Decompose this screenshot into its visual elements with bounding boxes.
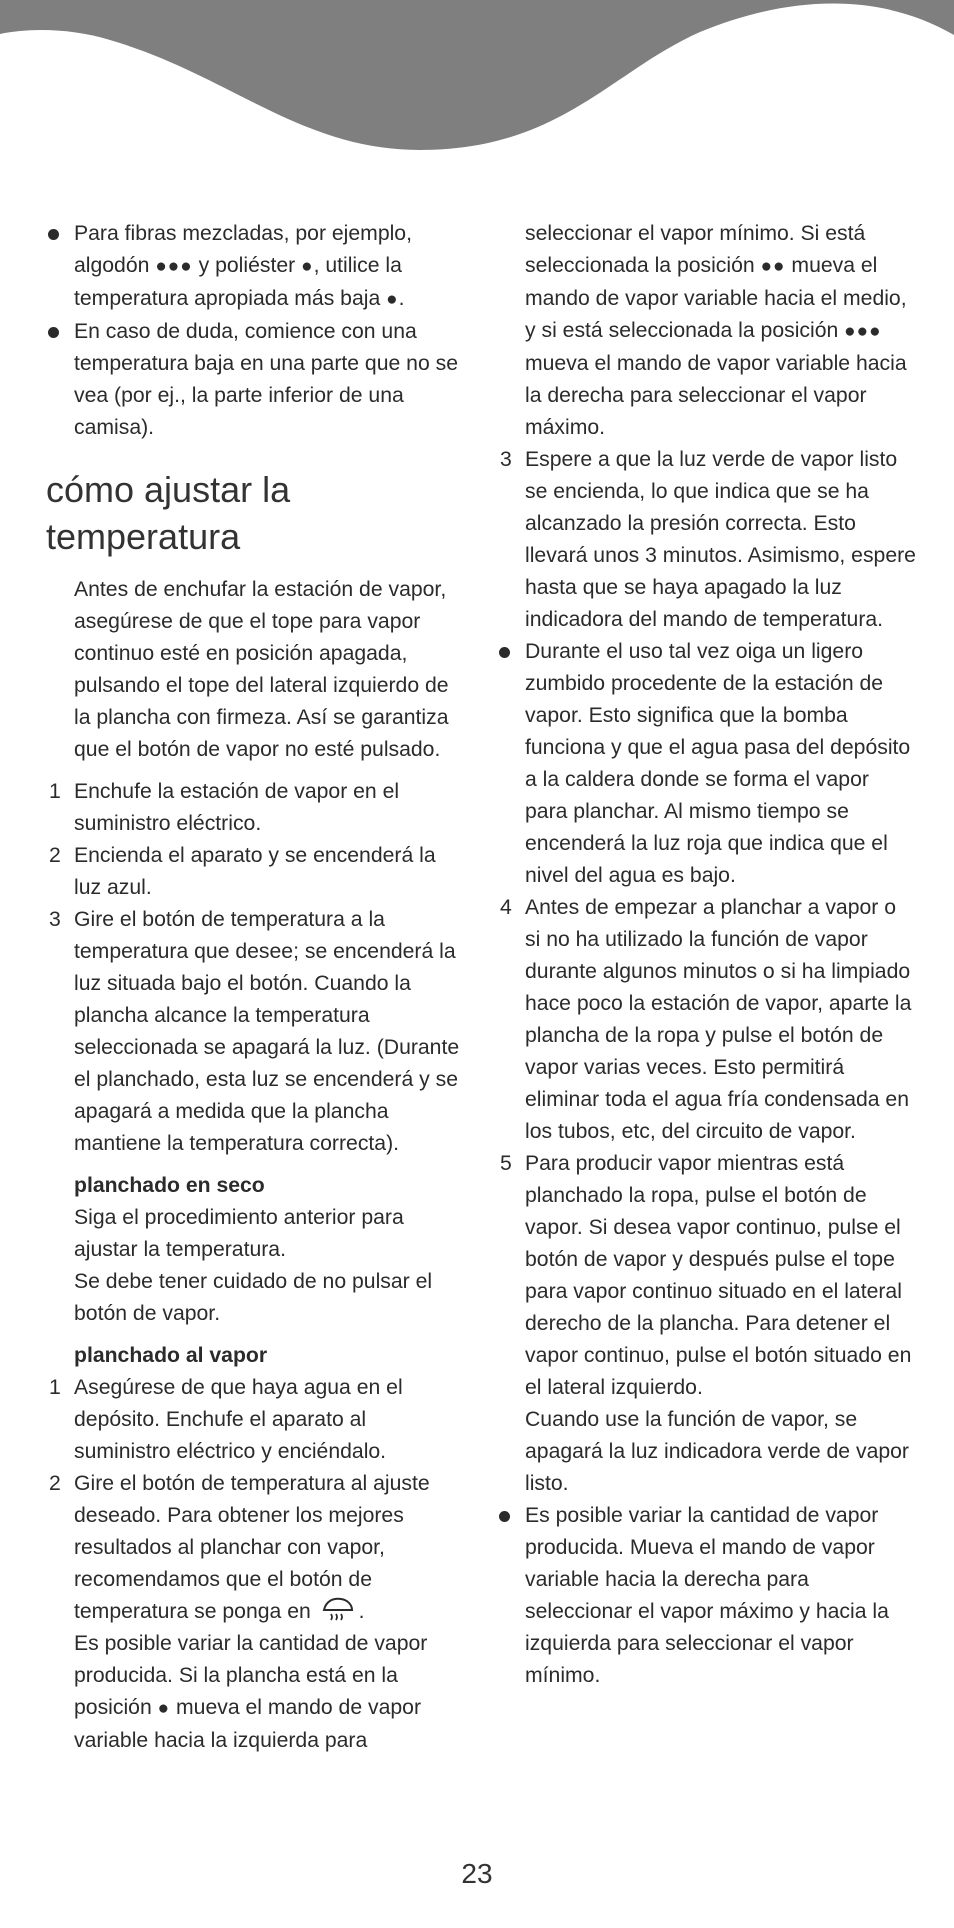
bullet-icon	[48, 229, 59, 240]
step-number: 1	[49, 1376, 61, 1399]
step-text: Gire el botón de temperatura al ajuste deseado. Para obtener los mejores resultados al planchar con vapor, recomendamos que el botón de temperatura se ponga en	[74, 1472, 430, 1623]
subheading-steam: planchado al vapor	[74, 1344, 268, 1367]
step-text: .	[358, 1600, 365, 1623]
one-dot-icon: ●	[157, 1698, 171, 1719]
list-item	[46, 1372, 466, 1468]
step-number: 1	[49, 780, 61, 803]
one-dot-icon: ●	[386, 289, 399, 310]
section-heading	[46, 466, 466, 560]
step-note: Cuando use la función de vapor, se apagará la luz indicadora verde de vapor listo.	[525, 1408, 909, 1495]
paragraph-text: mueva el mando de vapor variable hacia la derecha para seleccionar el vapor máximo.	[525, 352, 907, 439]
bullet-text: .	[398, 287, 405, 310]
two-dots-icon: ●●	[760, 256, 786, 277]
step-number: 5	[500, 1152, 512, 1175]
step-number: 3	[500, 448, 512, 471]
left-column	[46, 218, 466, 1757]
right-column	[497, 218, 917, 1692]
three-dots-icon: ●●●	[844, 321, 882, 342]
steam-setting-icon	[321, 1596, 355, 1624]
bullet-text: En caso de duda, comience con una temperatura baja en una parte que no se vea (por ej., la parte inferior de una camisa).	[74, 320, 459, 439]
step-text: mueva el mando de vapor variable hacia la izquierda para	[74, 1696, 421, 1752]
bullet-icon	[499, 1511, 510, 1522]
bullet-text: Durante el uso tal vez oiga un ligero zumbido procedente de la estación de vapor. Esto significa que la bomba funciona y que el agua pasa del depósito a la caldera donde se forma el vapor para planchar. Al mismo tiempo se encenderá la luz roja que indica que el nivel del agua es bajo.	[525, 640, 911, 887]
list-item	[46, 1468, 466, 1757]
continued-paragraph	[497, 218, 917, 444]
step-text: Espere a que la luz verde de vapor listo se encienda, lo que indica que se ha alcanzado la presión correcta. Esto llevará unos 3 minutos. Asimismo, espere hasta que se haya apagado la luz indicadora del mando de temperatura.	[525, 448, 916, 631]
step-text: Enchufe la estación de vapor en el suministro eléctrico.	[74, 780, 400, 835]
step-number: 3	[49, 908, 61, 931]
intro-paragraph: Antes de enchufar la estación de vapor, asegúrese de que el tope para vapor continuo esté en posición apagada, pulsando el tope del lateral izquierdo de la plancha con firmeza. Así se garantiza que el botón de vapor no esté pulsado.	[74, 578, 449, 761]
step-text: Asegúrese de que haya agua en el depósito. Enchufe el aparato al suministro eléctrico y enciéndalo.	[74, 1376, 403, 1463]
list-item	[497, 892, 917, 1148]
list-item	[497, 1500, 917, 1692]
step-text: Encienda el aparato y se encenderá la luz azul.	[74, 844, 436, 899]
step-text: Antes de empezar a planchar a vapor o si no ha utilizado la función de vapor durante algunos minutos o si ha limpiado hace poco la estación de vapor, aparte la plancha de la ropa y pulse el botón de vapor varias veces. Esto permitirá eliminar toda el agua fría condensada en los tubos, etc, del circuito de vapor.	[525, 896, 912, 1143]
heading-line: temperatura	[46, 516, 241, 557]
list-item	[46, 218, 466, 316]
bullet-text: Es posible variar la cantidad de vapor producida. Mueva el mando de vapor variable hacia la derecha para seleccionar el vapor máximo y hacia la izquierda para seleccionar el vapor mínimo.	[525, 1504, 889, 1687]
step-number: 2	[49, 844, 61, 867]
step-text: Gire el botón de temperatura a la temperatura que desee; se encenderá la luz situada bajo el botón. Cuando la plancha alcance la temperatura seleccionada se apagará la luz. (Durante el planchado, esta luz se encenderá y se apagará a medida que la plancha mantiene la temperatura correcta).	[74, 908, 460, 1155]
one-dot-icon: ●	[301, 256, 314, 277]
list-item	[46, 840, 466, 904]
list-item	[497, 636, 917, 892]
paragraph-text: mueva el mando de vapor variable hacia el medio, y si está seleccionada la posición	[525, 254, 907, 342]
list-item	[46, 776, 466, 840]
list-item	[497, 1148, 917, 1500]
list-item	[46, 316, 466, 444]
step-number: 4	[500, 896, 512, 919]
paragraph-text: seleccionar el vapor mínimo. Si está seleccionada la posición	[525, 222, 866, 277]
bullet-text: Para fibras mezcladas, por ejemplo, algodón	[74, 222, 412, 277]
step-text: Para producir vapor mientras está planchado la ropa, pulse el botón de vapor. Si desea vapor continuo, pulse el botón de vapor y después pulse el tope para vapor continuo situado en el lateral derecho de la plancha. Para detener el vapor continuo, pulse el botón situado en el lateral izquierdo.	[525, 1152, 912, 1399]
three-dots-icon: ●●●	[155, 256, 193, 277]
heading-line: cómo ajustar la	[46, 469, 291, 510]
page-number: 23	[461, 1858, 493, 1889]
bullet-icon	[499, 647, 510, 658]
header-wave-band	[0, 0, 954, 160]
list-item	[497, 444, 917, 636]
dry-paragraph: Siga el procedimiento anterior para ajustar la temperatura.	[74, 1206, 404, 1261]
bullet-text: , utilice la temperatura apropiada más baja	[74, 254, 402, 310]
step-number: 2	[49, 1472, 61, 1495]
bullet-icon	[48, 327, 59, 338]
list-item	[46, 904, 466, 1160]
subheading-dry: planchado en seco	[74, 1174, 265, 1197]
step-text: Es posible variar la cantidad de vapor producida. Si la plancha está en la posición	[74, 1632, 428, 1719]
dry-paragraph: Se debe tener cuidado de no pulsar el botón de vapor.	[74, 1270, 433, 1325]
bullet-text: y poliéster	[192, 254, 302, 277]
